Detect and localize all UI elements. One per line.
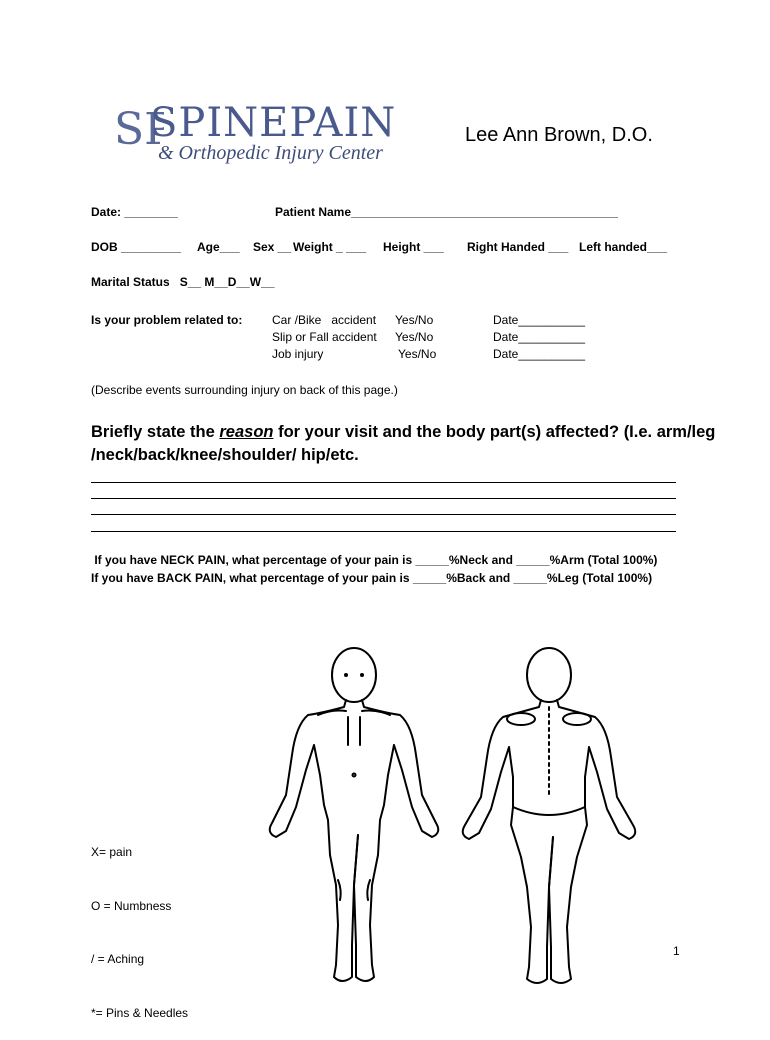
legend-item: *= Pins & Needles — [91, 1005, 189, 1020]
problem-label: Is your problem related to: — [91, 313, 243, 327]
patient-name-field[interactable]: Patient Name________________________________________ — [275, 205, 618, 219]
answer-line[interactable] — [91, 531, 676, 532]
cause-date[interactable]: Date__________ — [493, 313, 586, 327]
cause-date[interactable]: Date__________ — [493, 330, 586, 344]
pain-legend — [91, 808, 188, 1040]
cause-label: Job injury — [272, 347, 324, 361]
doctor-name: Lee Ann Brown, D.O. — [465, 124, 653, 146]
legend-item: O = Numbness — [91, 898, 172, 913]
logo-subtitle: & Orthopedic Injury Center — [158, 142, 383, 164]
body-back-diagram[interactable] — [455, 645, 655, 993]
cause-date[interactable]: Date__________ — [493, 347, 586, 361]
reason-word: reason — [219, 423, 274, 441]
weight-field[interactable]: Weight _ ___ — [293, 240, 367, 254]
right-handed-field[interactable]: Right Handed ___ — [467, 240, 569, 254]
sex-field[interactable]: Sex __ — [253, 240, 292, 254]
date-field[interactable]: Date: ________ — [91, 205, 178, 219]
marital-status-field[interactable]: Marital Status S__ M__D__W__ — [91, 275, 275, 289]
answer-line[interactable] — [91, 514, 676, 515]
age-field[interactable]: Age___ — [197, 240, 240, 254]
describe-note: (Describe events surrounding injury on back of this page.) — [91, 383, 398, 397]
legend-item: / = Aching — [91, 952, 145, 966]
cause-yes-no[interactable]: Yes/No — [395, 330, 434, 344]
cause-yes-no[interactable]: Yes/No — [395, 313, 434, 327]
legend-item: X= pain — [91, 845, 133, 859]
reason-text-pre: Briefly state the — [91, 423, 220, 441]
dob-field[interactable]: DOB _________ — [91, 240, 182, 254]
reason-question — [91, 421, 715, 467]
back-pain-question[interactable]: If you have BACK PAIN, what percentage of your pain is _____%Back and _____%Leg (Total 100%) — [91, 571, 653, 585]
cause-label: Car /Bike accident — [272, 313, 377, 327]
logo-name: SPINEPAIN — [150, 100, 397, 146]
reason-text-post: for your visit and the body part(s) affected? (I.e. arm/leg — [273, 423, 716, 441]
logo-monogram-s: SP — [114, 104, 164, 155]
height-field[interactable]: Height ___ — [383, 240, 444, 254]
answer-line[interactable] — [91, 482, 676, 483]
neck-pain-question[interactable]: If you have NECK PAIN, what percentage of your pain is _____%Neck and _____%Arm (Total 100%) — [91, 553, 658, 567]
answer-line[interactable] — [91, 498, 676, 499]
cause-yes-no[interactable]: Yes/No — [398, 347, 437, 361]
reason-text-line2: /neck/back/knee/shoulder/ hip/etc. — [91, 446, 359, 464]
page-number: 1 — [673, 944, 680, 958]
left-handed-field[interactable]: Left handed___ — [579, 240, 668, 254]
cause-label: Slip or Fall accident — [272, 330, 377, 344]
body-front-diagram[interactable] — [262, 645, 452, 993]
